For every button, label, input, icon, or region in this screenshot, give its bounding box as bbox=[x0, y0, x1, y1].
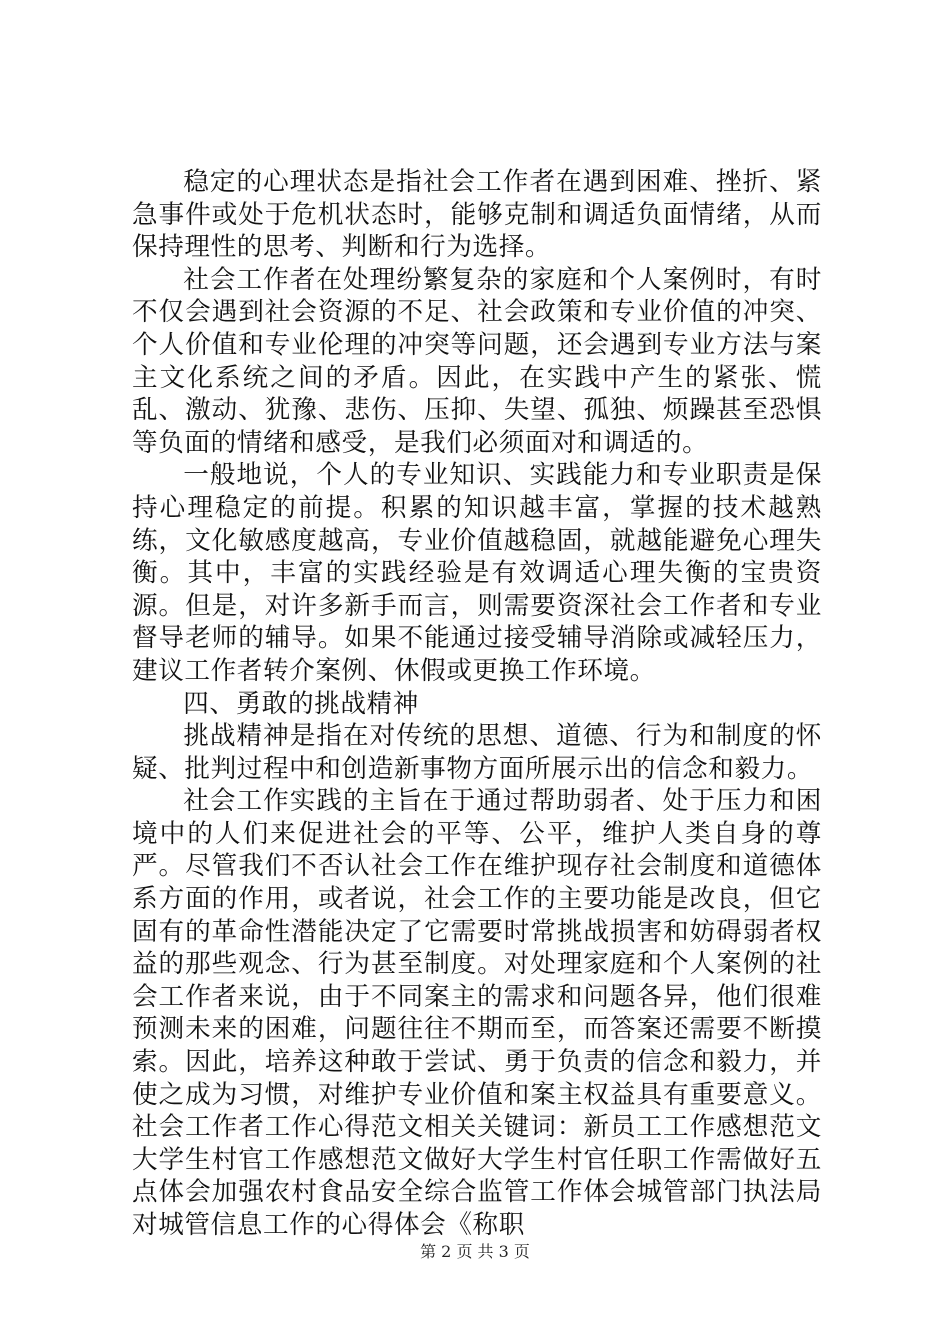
paragraph-challenge-definition: 挑战精神是指在对传统的思想、道德、行为和制度的怀疑、批判过程中和创造新事物方面所展示出的信念和毅力。 bbox=[132, 721, 822, 784]
paragraph-social-work-mission: 社会工作实践的主旨在于通过帮助弱者、处于压力和困境中的人们来促进社会的平等、公平，维护人类自身的尊严。尽管我们不否认社会工作在维护现存社会制度和道德体系方面的作用，或者说，社会工作的主要功能是改良，但它固有的革命性潜能决定了它需要时常挑战损害和妨碍弱者权益的那些观念、行为甚至制度。对处理家庭和个人案例的社会工作者来说，由于不同案主的需求和问题各异，他们很难预测未来的困难，问题往往不期而至，而答案还需要不断摸索。因此，培养这种敢于尝试、勇于负责的信念和毅力，并使之成为习惯，对维护专业价值和案主权益具有重要意义。社会工作者工作心得范文相关关键词：新员工工作感想范文大学生村官工作感想范文做好大学生村官任职工作需做好五点体会加强农村食品安全综合监管工作体会城管部门执法局对城管信息工作的心得体会《称职 bbox=[132, 786, 822, 1240]
page-number-footer: 第 2 页 共 3 页 bbox=[420, 1242, 530, 1261]
document-body bbox=[132, 166, 822, 1242]
paragraph-stable-psychology: 稳定的心理状态是指社会工作者在遇到困难、挫折、紧急事件或处于危机状态时，能够克制和调适负面情绪，从而保持理性的思考、判断和行为选择。 bbox=[132, 167, 822, 263]
paragraph-professional-knowledge: 一般地说，个人的专业知识、实践能力和专业职责是保持心理稳定的前提。积累的知识越丰富，掌握的技术越熟练，文化敏感度越高，专业价值越稳固，就越能避免心理失衡。其中，丰富的实践经验是有效调适心理失衡的宝贵资源。但是，对许多新手而言，则需要资深社会工作者和专业督导老师的辅导。如果不能通过接受辅导消除或减轻压力，建议工作者转介案例、休假或更换工作环境。 bbox=[132, 460, 822, 686]
paragraph-case-pressures: 社会工作者在处理纷繁复杂的家庭和个人案例时，有时不仅会遇到社会资源的不足、社会政策和专业价值的冲突、个人价值和专业伦理的冲突等问题，还会遇到专业方法与案主文化系统之间的矛盾。因此，在实践中产生的紧张、慌乱、激动、犹豫、悲伤、压抑、失望、孤独、烦躁甚至恐惧等负面的情绪和感受，是我们必须面对和调适的。 bbox=[132, 264, 822, 458]
section-heading-challenge-spirit: 四、勇敢的挑战精神 bbox=[183, 688, 419, 719]
